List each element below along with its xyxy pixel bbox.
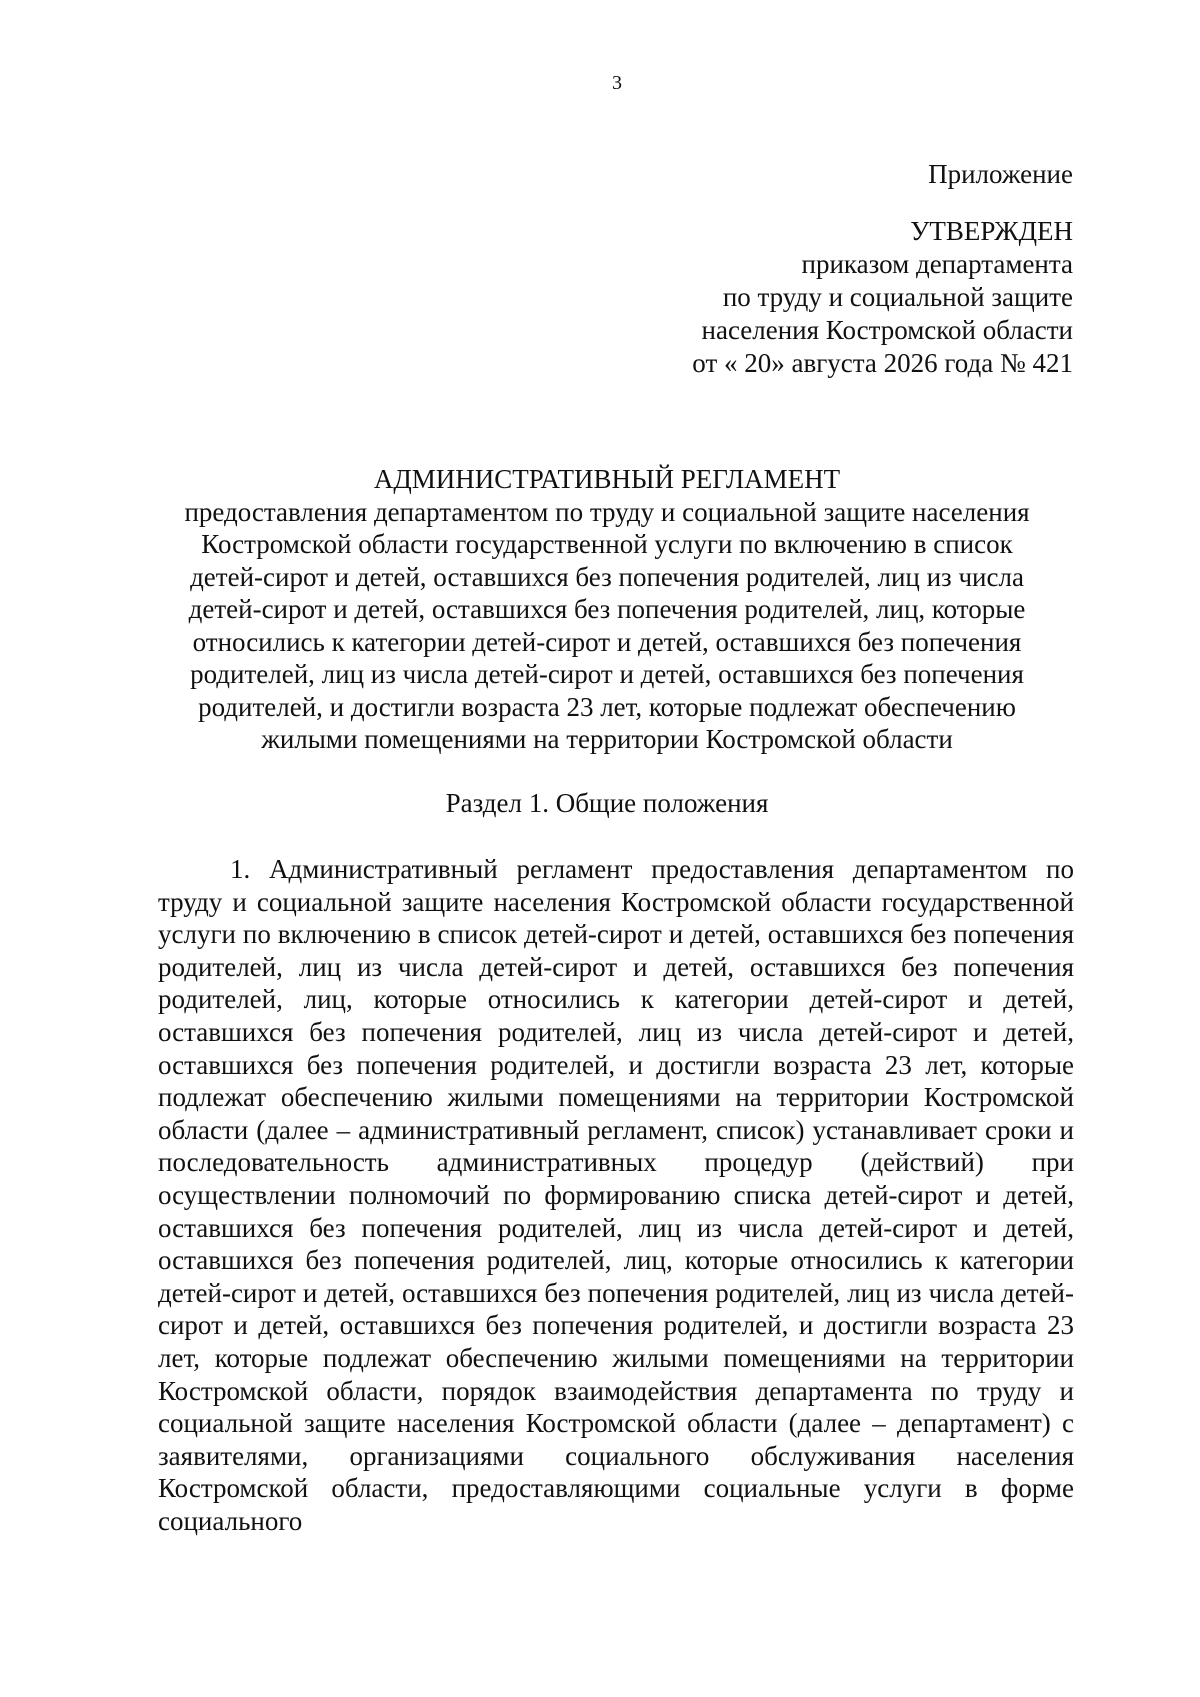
title-line: Костромской области государственной услуги по включению в список (201, 529, 1013, 559)
approval-line-4: от « 20» августа 2026 года № 421 (692, 348, 1073, 378)
title-heading: АДМИНИСТРАТИВНЫЙ РЕГЛАМЕНТ (373, 464, 841, 494)
appendix-label: Приложение (928, 159, 1073, 189)
document-title (140, 463, 1074, 756)
title-line: детей-сирот и детей, оставшихся без попечения родителей, лиц из числа (190, 561, 1024, 592)
section-heading: Раздел 1. Общие положения (445, 788, 769, 818)
paragraph-1: 1. Административный регламент предоставления департаментом по труду и социальной защите населения Костромской области государственной услуги по включению в список детей-сирот и детей, оставшихся без попечения родителей, лиц из числа детей-сирот и детей, оставшихся без попечения родителей, лиц, которые относились к категории детей-сирот и детей, оставшихся без попечения родителей, лиц из числа детей-сирот и детей, оставшихся без попечения родителей, и достигли возраста 23 лет, которые подлежат обеспечению жилыми помещениями на территории Костромской области (далее – административный регламент, список) устанавливает сроки и последовательность административных процедур (действий) при осуществлении полномочий по формированию списка детей-сирот и детей, оставшихся без попечения родителей, лиц из числа детей-сирот и детей, оставшихся без попечения родителей, лиц, которые относились к категории детей-сирот и детей, оставшихся без попечения родителей, лиц из числа детей-сирот и детей, оставшихся без попечения родителей, и достигли возраста 23 лет, которые подлежат обеспечению жилыми помещениями на территории Костромской области, порядок взаимодействия департамента по труду и социальной защите населения Костромской области (далее – департамент) с заявителями, организациями социального обслуживания населения Костромской области, предоставляющими социальные услуги в форме социального (158, 854, 1074, 1536)
approval-line-3: населения Костромской области (701, 315, 1073, 345)
title-line: детей-сирот и детей, оставшихся без попечения родителей, лиц, которые (188, 594, 1026, 624)
title-line: относились к категории детей-сирот и детей, оставшихся без попечения (192, 626, 1022, 657)
page-number: 3 (612, 72, 622, 94)
approval-line-2: по труду и социальной защите (722, 282, 1073, 312)
title-line: родителей, и достигли возраста 23 лет, которые подлежат обеспечению (198, 691, 1016, 722)
approved-label: УТВЕРЖДЕН (910, 216, 1073, 246)
title-line: предоставления департаментом по труду и социальной защите населения (184, 496, 1030, 527)
title-line: жилыми помещениями на территории Костромской области (261, 724, 953, 754)
title-line: родителей, лиц из числа детей-сирот и детей, оставшихся без попечения (190, 659, 1024, 689)
approval-block (692, 158, 1073, 380)
approval-line-1: приказом департамента (801, 249, 1073, 279)
